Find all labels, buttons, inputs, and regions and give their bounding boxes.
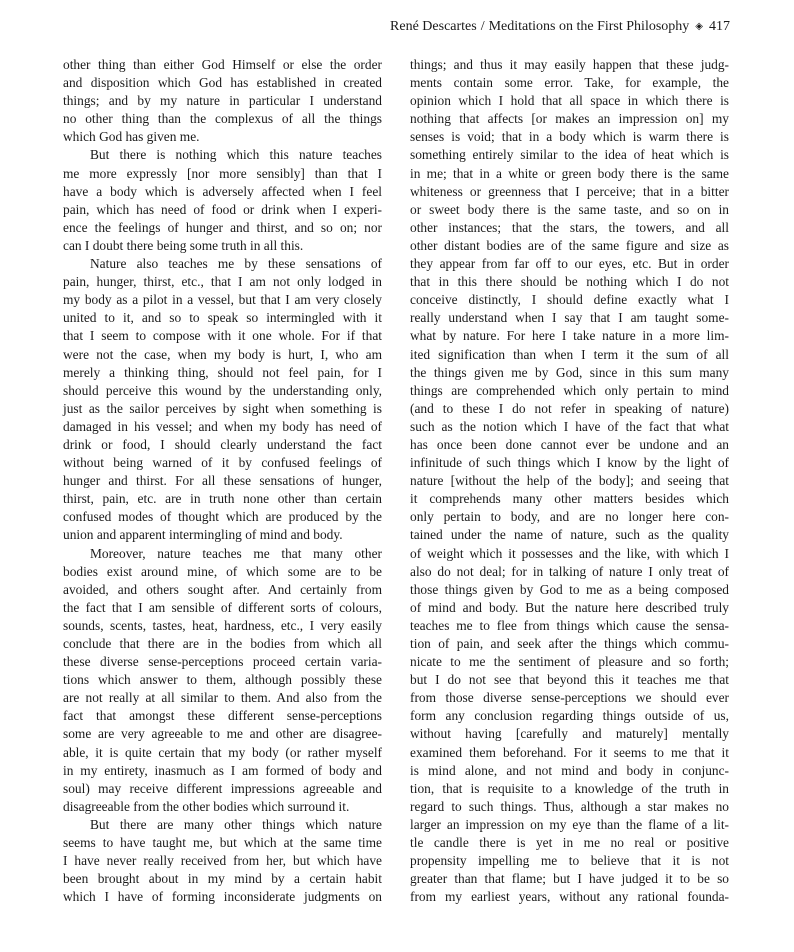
- text-line: the fact that I am sensible of different sorts of colours,: [63, 599, 382, 615]
- text-line: me more expressly [nor more sensibly] than that I: [63, 165, 382, 181]
- text-line: Moreover, nature teaches me that many other: [90, 545, 382, 561]
- text-line: pain, which has need of food or drink when I experi-: [63, 201, 382, 217]
- text-line: things are comprehended which only pertain to mind: [410, 382, 729, 398]
- diamond-ornament-icon: ◈: [695, 21, 703, 32]
- text-line: But there is nothing which this nature teaches: [90, 147, 382, 163]
- text-line: bodies exist around mine, of which some are to be: [63, 563, 382, 579]
- text-line: the things given me by God, since in this sum many: [410, 364, 729, 380]
- text-line: nature [without the help of the body]; and seeing that: [410, 473, 729, 489]
- text-line: ments contain some error. Take, for example, the: [410, 75, 729, 91]
- text-line: confused modes of thought which are produced by the: [63, 509, 382, 525]
- text-line: of weight which it possesses and the like, with which I: [410, 545, 729, 561]
- text-line: is mind alone, and not mind and body in conjunc-: [410, 762, 729, 778]
- text-line: that in this there should be nothing which I do not: [410, 274, 729, 290]
- text-line: Nature also teaches me by these sensations of: [90, 256, 382, 272]
- text-line: But there are many other things which nature: [90, 816, 382, 832]
- text-line: form any conclusion regarding things outside of us,: [410, 708, 729, 724]
- text-line: drink or food, I should clearly understand the fact: [63, 436, 382, 452]
- text-line: other thing than either God Himself or else the order: [63, 57, 382, 72]
- text-line: these diverse sense-perceptions proceed certain varia-: [63, 654, 382, 670]
- text-line: really understand when I say that I am taught some-: [410, 310, 729, 326]
- text-line: or sweet body there is the same taste, and so on in: [410, 201, 729, 217]
- text-line: hunger and thirst. For all these sensations of hunger,: [63, 473, 382, 489]
- text-line: things; and by my nature in particular I understand: [63, 93, 382, 109]
- text-line: merely a thinking thing, should not feel pain, for I: [63, 364, 382, 380]
- text-line: nicate to me the sentiment of pleasure and so forth;: [410, 654, 729, 670]
- text-line: are not really at all similar to them. And also from the: [63, 690, 382, 706]
- text-line: only pertain to body, and are no longer here con-: [410, 509, 729, 525]
- text-line: of mind and body. But the nature here described truly: [410, 599, 729, 615]
- text-line: damaged in his vessel; and when my body has need of: [63, 418, 382, 434]
- text-line: nothing that affects [or makes an impression on] my: [410, 111, 729, 127]
- text-line: seems to have taught me, but which at the same time: [63, 835, 382, 851]
- text-line: pain, hunger, thirst, etc., that I am not only lodged in: [63, 274, 382, 290]
- text-line: in my entirety, inasmuch as I am formed of body and: [63, 762, 382, 778]
- text-line: other instances; that the stars, the towers, and all: [410, 219, 729, 235]
- text-line: opinion which I hold that all space in which there is: [410, 93, 729, 109]
- text-line: things; and thus it may easily happen that these judg-: [410, 57, 729, 72]
- text-line: infinitude of such things which I know by the light of: [410, 455, 729, 471]
- text-line: propensity impelling me to believe that it is not: [410, 853, 729, 869]
- text-line: it comprehends many other matters besides which: [410, 491, 729, 507]
- text-line: some are very agreeable to me and other are disagree-: [63, 726, 382, 742]
- left-text-column: [63, 56, 382, 906]
- text-line: whiteness or greenness that I perceive; that in a bitter: [410, 183, 729, 199]
- text-line: fact that amongst these different sense-perceptions: [63, 708, 382, 724]
- text-line: has once been done cannot ever be undone and an: [410, 436, 729, 452]
- text-line: regard to such things. Thus, although a star makes no: [410, 798, 729, 814]
- text-line: from my earliest years, without any rational founda-: [410, 889, 729, 905]
- text-line: conceive distinctly, I should define exactly what I: [410, 292, 729, 308]
- text-line: conclude that there are in the bodies from which all: [63, 636, 382, 651]
- text-line: larger an impression on my eye than the flame of a lit-: [410, 816, 729, 832]
- text-line: tle candle there is yet in me no real or positive: [410, 835, 729, 851]
- text-line: have a body which is adversely affected when I feel: [63, 183, 382, 199]
- text-line: ence the feelings of hunger and thirst, and so on; nor: [63, 219, 382, 235]
- text-line: without having [carefully and maturely] mentally: [410, 726, 729, 742]
- text-line: tion of pain, and seek after the things which commu-: [410, 636, 729, 651]
- text-line: thirst, pain, etc. are in truth none other than certain: [63, 491, 382, 507]
- header-title: Meditations on the First Philosophy: [488, 19, 690, 34]
- text-line: united to it, and so to speak so intermingled with it: [63, 310, 382, 326]
- text-line: what by nature. For here I take nature in a more lim-: [410, 328, 729, 344]
- text-line: were not the case, when my body is hurt, I, who am: [63, 346, 382, 362]
- text-line: such as the notion which I have of the fact that what: [410, 418, 729, 434]
- text-line: (and to these I do not refer in speaking of nature): [410, 400, 729, 416]
- running-header: [390, 19, 730, 36]
- text-line: something entirely similar to the idea of heat which is: [410, 147, 729, 163]
- text-line: avoided, and others sought after. And certainly from: [63, 581, 382, 597]
- text-line: sounds, scents, tastes, heat, hardness, etc., I very easily: [63, 617, 382, 633]
- text-line: senses is void; that in a body which is warm there is: [410, 129, 729, 145]
- text-line: should perceive this wound by the understanding only,: [63, 382, 382, 398]
- text-line: without being warned of it by confused feelings of: [63, 455, 382, 471]
- text-line: they appear from far off to our eyes, etc. But in order: [410, 256, 729, 272]
- text-line: tion, that is requisite to a knowledge of the truth in: [410, 780, 729, 796]
- text-line: but I do not see that beyond this it teaches me that: [410, 672, 729, 688]
- text-line: that I seem to compose with it one whole. For if that: [63, 328, 382, 344]
- header-separator: /: [480, 19, 485, 34]
- text-line: from those diverse sense-perceptions we should ever: [410, 690, 729, 706]
- text-line: can I doubt there being some truth in all this.: [63, 237, 304, 253]
- text-line: just as the sailor perceives by sight when something is: [63, 400, 382, 416]
- header-author: René Descartes: [390, 19, 477, 34]
- right-text-column: [410, 56, 729, 906]
- text-line: and disposition which God has established in created: [63, 75, 382, 91]
- text-line: tions which answer to them, although possibly these: [63, 672, 382, 688]
- text-line: union and apparent intermingling of mind and body.: [63, 527, 343, 543]
- text-line: been brought about in my mind by a certain habit: [63, 871, 382, 887]
- text-line: able, it is quite certain that my body (or rather myself: [63, 744, 382, 760]
- text-line: soul) may receive different impressions agreeable and: [63, 780, 382, 796]
- text-line: those things given by God to me as a being composed: [410, 581, 729, 597]
- text-line: greater than that flame; but I have judged it to be so: [410, 871, 729, 887]
- text-line: teaches me to flee from things which cause the sensa-: [410, 617, 729, 633]
- page-number: 417: [709, 19, 730, 34]
- text-line: my body as a pilot in a vessel, but that I am very closely: [63, 292, 382, 308]
- text-line: ited signification than when I term it the sum of all: [410, 346, 729, 362]
- text-line: I have never really received from her, but which have: [63, 853, 382, 869]
- text-line: in me; that in a white or green body there is the same: [410, 165, 729, 181]
- text-line: other distant bodies are of the same figure and size as: [410, 237, 729, 253]
- text-line: which God has given me.: [63, 129, 200, 145]
- text-line: tained under the name of nature, such as the quality: [410, 527, 729, 543]
- text-line: also do not deal; for in talking of nature I only treat of: [410, 563, 729, 579]
- text-line: examined them beforehand. For it seems to me that it: [410, 744, 729, 760]
- text-line: which I have of forming inconsiderate judgments on: [63, 889, 382, 905]
- text-line: no other thing than the complexus of all the things: [63, 111, 382, 127]
- text-line: disagreeable from the other bodies which surround it.: [63, 798, 350, 814]
